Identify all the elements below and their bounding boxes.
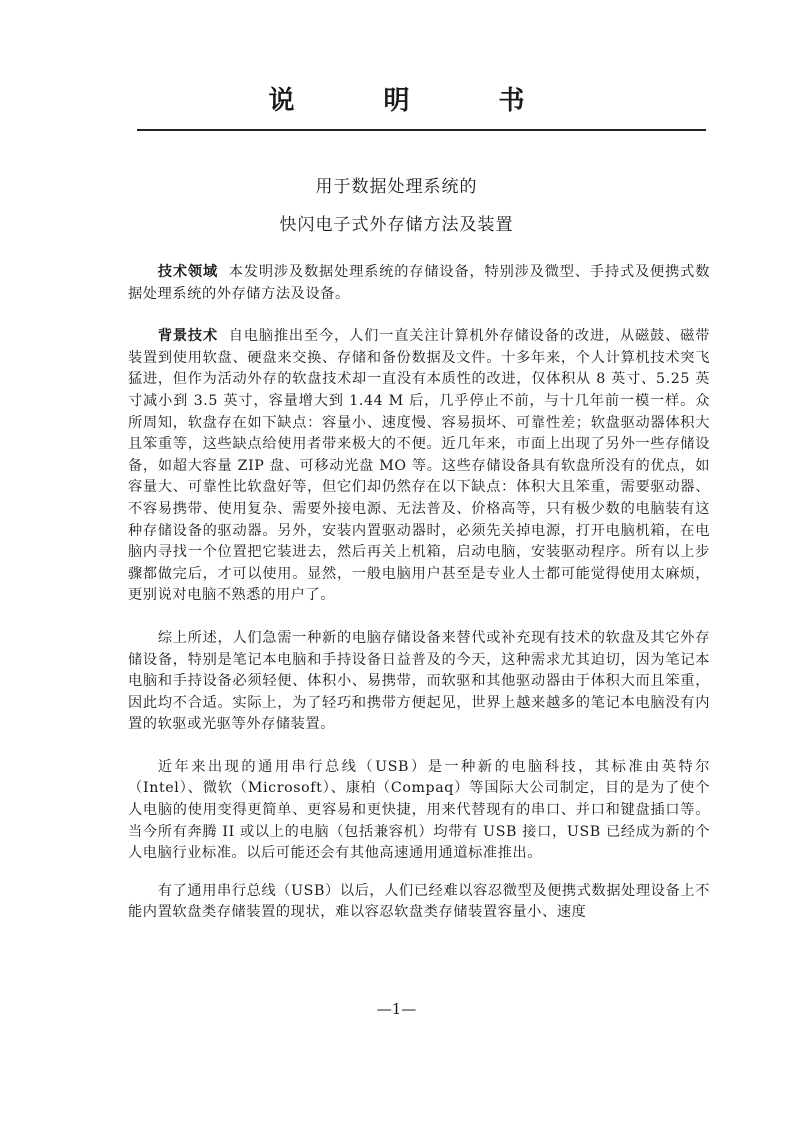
section-label-background: 背景技术 [157, 328, 218, 345]
paragraph-text: 本发明涉及数据处理系统的存储设备，特别涉及微型、手持式及便携式数据处理系统的外存储方法及设备。 [128, 264, 710, 302]
page-header-title: 说 明 书 [268, 86, 565, 116]
paragraph-background [128, 326, 710, 607]
paragraph-usb: 近年来出现的通用串行总线（USB）是一种新的电脑科技，其标准由英特尔（Intel）、微软（Microsoft）、康柏（Compaq）等国际大公司制定，目的是为了使个人电脑的使用变得更简单、更容易和更快捷，用来代替现有的串口、并口和键盘插口等。当今所有奔腾 II 或以上的电脑（包括兼容机）均带有 USB 接口，USB 已经成为新的个人电脑行业标准。以后可能还会有其他高速通用通道标准推出。 [128, 758, 710, 862]
paragraph-text: 自电脑推出至今，人们一直关注计算机外存储设备的改进，从磁鼓、磁带装置到使用软盘、硬盘来交换、存储和备份数据及文件。十多年来，个人计算机技术突飞猛进，但作为活动外存的软盘技术却一直没有本质性的改进，仅体积从 8 英寸、5.25 英寸减小到 3.5 英寸，容量增大到 1.44 M 后，几乎停止不前，与十几年前一模一样。众所周知，软盘存在如下缺点：容量小、速度慢、容易损坏、可靠性差；软盘驱动器体积大且笨重等，这些缺点给使用者带来极大的不便。近几年来，市面上出现了另外一些存储设备，如超大容量 ZIP 盘、可移动光盘 MO 等。这些存储设备具有软盘所没有的优点，如容量大、可靠性比软盘好等，但它们却仍然存在以下缺点：体积大且笨重，需要驱动器、不容易携带、使用复杂、需要外接电源、无法普及、价格高等，只有极少数的电脑装有这种存储设备的驱动器。另外，安装内置驱动器时，必须先关掉电源，打开电脑机箱，在电脑内寻找一个位置把它装进去，然后再关上机箱，启动电脑，安装驱动程序。所有以上步骤都做完后，才可以使用。显然，一般电脑用户甚至是专业人士都可能觉得使用太麻烦，更别说对电脑不熟悉的用户了。 [128, 328, 710, 604]
section-label-technical-field: 技术领域 [157, 264, 218, 280]
header-rule [137, 129, 706, 131]
paragraph-usb-followup: 有了通用串行总线（USB）以后，人们已经难以容忍微型及便携式数据处理设备上不能内置软盘类存储装置的现状，难以容忍软盘类存储装置容量小、速度 [128, 882, 710, 921]
paragraph-summary: 综上所述，人们急需一种新的电脑存储设备来替代或补充现有技术的软盘及其它外存储设备，特别是笔记本电脑和手持设备日益普及的今天，这种需求尤其迫切，因为笔记本电脑和手持设备必须轻便、体积小、易携带，而软驱和其他驱动器由于体积大而且笨重，因此均不合适。实际上，为了轻巧和携带方便起见，世界上越来越多的笔记本电脑没有内置的软驱或光驱等外存储装置。 [128, 629, 710, 733]
document-body [128, 262, 710, 945]
page-number: —1— [376, 1000, 417, 1018]
document-title-line-2: 快闪电子式外存储方法及装置 [279, 215, 514, 235]
paragraph-technical-field [128, 262, 710, 305]
document-title-line-1: 用于数据处理系统的 [315, 177, 478, 197]
